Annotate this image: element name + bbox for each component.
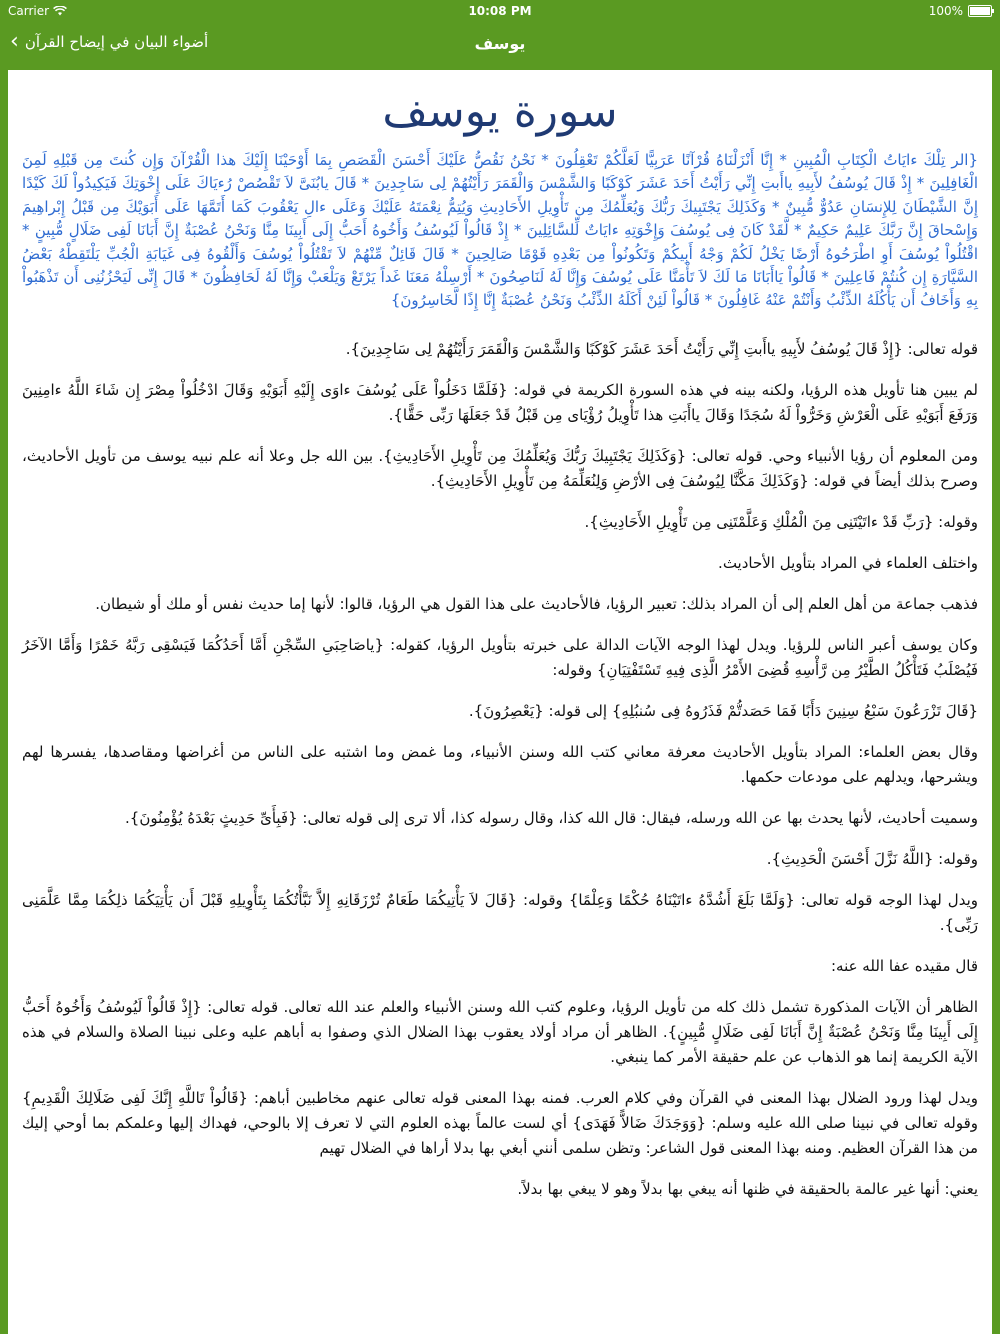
nav-title: يوسف <box>474 34 526 53</box>
surah-title: سورة يوسف <box>382 86 618 137</box>
paragraph: وكان يوسف أعبر الناس للرؤيا. ويدل لهذا الوجه الآيات الدالة على خبرته بتأويل الرؤيا، كقوله: {ياصَاحِبَىِ السِّجْنِ أَمَّا أَحَدُكُمَا فَيَسْقِى رَبَّهُ خَمْرًا وَأَمَّا الآخَرُ فَيُصْلَبُ فَتَأْكُلُ الطَّيْرُ مِن رَّأْسِهِ قُضِىَ الأَمْرُ الَّذِى فِيهِ تَسْتَفْتِيَانِ} وقوله: <box>22 635 978 679</box>
paragraph: ويدل لهذا الوجه قوله تعالى: {وَلَمَّا بَلَغَ أَشُدَّهُ ءاتَيْنَاهُ حُكْمًا وَعِلْمًا} وقوله: {قَالَ لاَ يَأْتِيكُمَا طَعَامٌ تُرْزَقَانِهِ إِلاَّ نَبَّأْتُكُمَا بِتَأْوِيلِهِ قَبْلَ أَن يَأْتِيَكُمَا ذلِكُمَا مِمَّا عَلَّمَنِى رَبِّى}. <box>22 890 978 934</box>
paragraph: {قَالَ تَزْرَعُونَ سَبْعُ سِنِينَ دَأَبًا فَمَا حَصَدتُّمْ فَذَرُوهُ فِى سُنبُلِهِ} إلى قوله: {يَعْصِرُونَ}. <box>468 701 978 720</box>
paragraph: وقال بعض العلماء: المراد بتأويل الأحاديث معرفة معاني كتب الله وسنن الأنبياء، وما غمض وما اشتبه على الناس من أغراضها ومقاصدها، يفسرها لهم ويشرحها، ويدلهم على مودعات حكمها. <box>22 742 978 786</box>
carrier-label: Carrier <box>8 4 50 18</box>
chevron-left-icon: ‹ <box>10 29 19 54</box>
paragraph: يعني: أنها غير عالمة بالحقيقة في ظنها أنه يبغي بها بدلاً وهو لا يبغي بها بدلاً. <box>517 1179 978 1198</box>
paragraph: فذهب جماعة من أهل العلم إلى أن المراد بذلك: تعبير الرؤيا، فالأحاديث على هذا القول هي الرؤيا، قالوا: لأنها إما حديث نفس أو ملك أو شيطان. <box>95 594 978 613</box>
paragraph: قوله تعالى: {إِذْ قَالَ يُوسُفُ لأَبِيهِ ياأَبتِ إِنِّي رَأَيْتُ أَحَدَ عَشَرَ كَوْكَبًا وَالشَّمْسَ وَالْقَمَرَ رَأَيْتُهُمْ لِى سَاجِدِينَ}. <box>345 339 978 358</box>
paragraph: ومن المعلوم أن رؤيا الأنبياء وحي. قوله تعالى: {وَكَذَلِكَ يَجْتَبِيكَ رَبُّكَ وَيُعَلِّمُكَ مِن تَأْوِيلِ الأَحَادِيثِ}. بين الله جل وعلا أنه علم نبيه يوسف من تأويل الأحاديث، وصرح بذلك أيضاً في قوله: {وَكَذَلِكَ مَكَّنَّا لِيُوسُفَ فِى الأرْضِ وَلِنُعَلِّمَهُ مِن تَأْوِيلِ الأَحَادِيثِ}. <box>22 446 978 490</box>
battery-status <box>929 4 992 18</box>
navigation-bar <box>0 22 1000 68</box>
tafsir-content <box>8 149 992 1202</box>
paragraph: واختلف العلماء في المراد بتأويل الأحاديث. <box>718 553 978 572</box>
content-page[interactable] <box>8 70 992 1334</box>
paragraph: قال مقيده عفا الله عنه: <box>830 956 978 975</box>
paragraph: ويدل لهذا ورود الضلال بهذا المعنى في القرآن وفي كلام العرب. فمنه بهذا المعنى قوله تعالى عنهم مخاطبين أباهم: {قَالُواْ تَاللَّهِ إِنَّكَ لَفِى ضَلَالِكَ الْقَدِيمِ} وقوله تعالى في نبينا صلى الله عليه وسلم: {وَوَجَدَكَ ضَالاًّ فَهَدَى} أي لست عالماً بهذه العلوم التي لا تعرف إلا بالوحي، فهداك إليها وعلمكم بما أوحي إليك من هذا القرآن العظيم. ومنه بهذا المعنى قول الشاعر: وتظن سلمى أنني أبغي بها بدلا أراها في الضلال تهيم <box>22 1088 978 1157</box>
back-label: أضواء البيان في إيضاح القرآن <box>24 33 209 51</box>
battery-icon <box>968 5 992 17</box>
paragraph: لم يبين هنا تأويل هذه الرؤيا، ولكنه بينه في هذه السورة الكريمة في قوله: {فَلَمَّا دَخَلُواْ عَلَى يُوسُفَ ءاوَى إِلَيْهِ أَبَوَيْهِ وَقَالَ ادْخُلُواْ مِصْرَ إِن شَاءَ اللَّهُ ءامِنِينَ وَرَفَعَ أَبَوَيْهِ عَلَى الْعَرْشِ وَخَرُّواْ لَهُ سُجَدًا وَقَالَ ياأَبَتِ هذا تَأْوِيلُ رُؤْيَاى مِن قَبْلُ قَدْ جَعَلَهَا رَبِّى حَقًّا}. <box>22 380 978 424</box>
paragraph: وسميت أحاديث، لأنها يحدث بها عن الله ورسله، فيقال: قال الله كذا، وقال رسوله كذا، ألا ترى إلى قوله تعالى: {فَبِأَىِّ حَدِيثٍ بَعْدَهُ يُؤْمِنُونَ}. <box>125 808 978 827</box>
paragraph: وقوله: {اللَّهُ نَزَّلَ أَحْسَنَ الْحَدِيثِ}. <box>766 849 978 868</box>
battery-percent: 100% <box>928 4 963 18</box>
paragraph: وقوله: {رَبِّ قَدْ ءاتَيْتَنِى مِنَ الْمُلْكِ وَعَلَّمْتَنِى مِن تَأْوِيلِ الأَحَادِيثِ}. <box>584 512 978 531</box>
clock: 10:08 PM <box>468 4 532 18</box>
status-bar <box>0 0 1000 22</box>
paragraph: الظاهر أن الآيات المذكورة تشمل ذلك كله من تأويل الرؤيا، وعلوم كتب الله وسنن الأنبياء والعلم عند الله تعالى. قوله تعالى: {إِذْ قَالُواْ لَيُوسُفُ وَأَخُوهُ أَحَبُّ إِلَى أَبِينَا مِنَّا وَنَحْنُ عُصْبَةٌ إِنَّ أَبَانَا لَفِى ضَلَالٍ مُّبِينٍ}. الظاهر أن مراد أولاد يعقوب بهذا الضلال الذي وصفوا به أباهم عليه وعلى نبينا الصلاة والسلام في هذه الآية الكريمة إنما هو الذهاب عن علم حقيقة الأمر كما ينبغي. <box>22 997 978 1066</box>
ayat-block: {الر تِلْكَ ءايَاتُ الْكِتَابِ الْمُبِينِ * إِنَّا أَنْزَلْنَاهُ قُرْآنًا عَرَبِيًّا لَعَلَّكُمْ تَعْقِلُونَ * نَحْنُ نَقُصُّ عَلَيْكَ أَحْسَنَ الْقَصَصِ بِمَا أَوْحَيْنَا إِلَيْكَ هذا الْقُرْآنَ وَإِن كُنتَ مِن قَبْلِهِ لَمِنَ الْغَافِلِينَ * إِذْ قَالَ يُوسُفُ لأَبِيهِ ياأَبتِ إِنِّي رَأَيْتُ أَحَدَ عَشَرَ كَوْكَبًا وَالشَّمْسَ وَالْقَمَرَ رَأَيْتُهُمْ لِى سَاجِدِينَ * قَالَ يابُنَىَّ لاَ تَقْصُصْ رُءيَاكَ عَلَى إِخْوَتِكَ فَيَكِيدُواْ لَكَ كَيْدًا إِنَّ الشَّيْطَانَ لِلإِنسَانِ عَدُوٌّ مُّبِينٌ * وَكَذَلِكَ يَجْتَبِيكَ رَبُّكَ وَيُعَلِّمُكَ مِن تَأْوِيلِ الأَحَادِيثِ وَيُتِمُّ نِعْمَتَهُ عَلَيْكَ وَعَلَى ءالِ يَعْقُوبَ كَمَا أَتَمَّهَا عَلَى أَبَوَيْكَ مِن قَبْلُ إِبْراهِيمَ وَإِسْحاقَ إِنَّ رَبَّكَ عَلِيمٌ حَكِيمٌ * لَّقَدْ كَانَ فِى يُوسُفَ وَإِخْوَتِهِ ءايَاتٌ لِّلسَّائِلِينَ * إِذْ قَالُواْ لَيُوسُفُ وَأَخُوهُ أَحَبُّ إِلَى أَبِينَا مِنَّا وَنَحْنُ عُصْبَةٌ إِنَّ أَبَانَا لَفِى ضَلَالٍ مُّبِينٍ * اقْتُلُواْ يُوسُفَ أَوِ اطْرَحُوهُ أَرْضًا يَخْلُ لَكُمْ وَجْهُ أَبِيكُمْ وَتَكُونُواْ مِن بَعْدِهِ قَوْمًا صَالِحِينَ * قَالَ قَائِلٌ مِّنْهُمْ لاَ تَقْتُلُواْ يُوسُفَ وَأَلْقُوهُ فِى غَيَابَةِ الْجُبِّ يَلْتَقِطْهُ بَعْضُ السَّيَّارَةِ إِن كُنتُمْ فَاعِلِينَ * قَالُواْ يَاأَبَانَا مَا لَكَ لاَ تَأْمَنَّا عَلَى يُوسُفَ وَإِنَّا لَهُ لَنَاصِحُونَ * أَرْسِلْهُ مَعَنَا غَداً يَرْتَعْ وَيَلْعَبْ وَإِنَّا لَهُ لَحَافِظُونَ * قَالَ إِنِّى لَيَحْزُنُنِى أَن تَذْهَبُواْ بِهِ وَأَخَافُ أَن يَأْكُلَهُ الذِّئْبُ وَأَنْتُمْ عَنْهُ غَافِلُونَ * قَالُواْ لَئِنْ أَكَلَهُ الذِّئْبُ وَنَحْنُ عُصْبَةٌ إِنَّا إِذًا لَّخَاسِرُونَ} <box>22 151 978 310</box>
